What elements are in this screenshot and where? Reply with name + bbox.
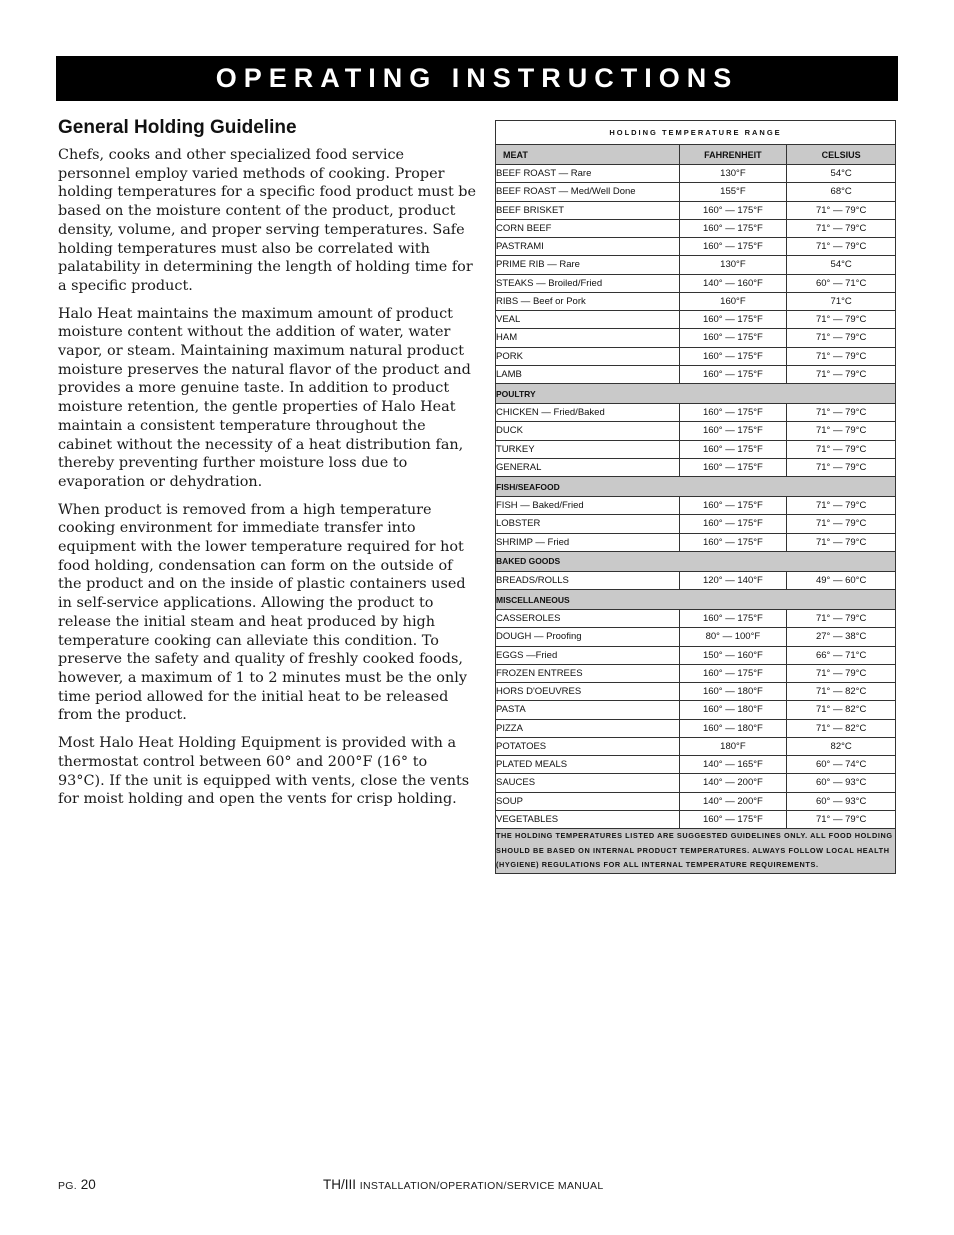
item-cell: VEAL xyxy=(496,311,680,329)
item-cell: PASTA xyxy=(496,701,680,719)
paragraph-1: Chefs, cooks and other specialized food service personnel employ varied methods of cooking. Proper holding temperatures for a specific food product must be based on the moisture content of the product, product density, volume, and proper serving temperatures. Safe holding temperatures must also be correlated with palatability in determining the length of holding time for a specific product. xyxy=(58,147,477,294)
table-title: HOLDING TEMPERATURE RANGE xyxy=(496,121,896,145)
table-title-row xyxy=(496,121,896,145)
celsius-cell: 71° — 79°C xyxy=(787,201,896,219)
item-cell: GENERAL xyxy=(496,458,680,476)
table-row xyxy=(496,774,896,792)
item-cell: RIBS — Beef or Pork xyxy=(496,292,680,310)
table-row xyxy=(496,664,896,682)
item-cell: PASTRAMI xyxy=(496,238,680,256)
category-row xyxy=(496,477,896,497)
item-cell: STEAKS — Broiled/Fried xyxy=(496,274,680,292)
celsius-cell: 60° — 93°C xyxy=(787,792,896,810)
celsius-cell: 82°C xyxy=(787,737,896,755)
celsius-cell: 71° — 79°C xyxy=(787,810,896,828)
fahrenheit-cell: 160° — 175°F xyxy=(679,422,787,440)
model-name: TH/III xyxy=(323,1177,356,1192)
item-cell: PIZZA xyxy=(496,719,680,737)
table-row xyxy=(496,404,896,422)
fahrenheit-cell: 140° — 200°F xyxy=(679,792,787,810)
table-row xyxy=(496,628,896,646)
fahrenheit-cell: 130°F xyxy=(679,165,787,183)
item-cell: TURKEY xyxy=(496,440,680,458)
category-label: MISCELLANEOUS xyxy=(496,590,896,610)
celsius-cell: 71° — 79°C xyxy=(787,533,896,551)
table-row xyxy=(496,201,896,219)
fahrenheit-cell: 160° — 175°F xyxy=(679,201,787,219)
celsius-cell: 71° — 79°C xyxy=(787,497,896,515)
fahrenheit-cell: 160° — 175°F xyxy=(679,365,787,383)
page-number: 20 xyxy=(80,1177,96,1192)
item-cell: EGGS —Fried xyxy=(496,646,680,664)
table-row xyxy=(496,183,896,201)
celsius-cell: 71° — 79°C xyxy=(787,422,896,440)
fahrenheit-cell: 120° — 140°F xyxy=(679,571,787,589)
holding-temperature-table xyxy=(495,120,896,874)
table-row xyxy=(496,238,896,256)
table-row xyxy=(496,292,896,310)
table-row xyxy=(496,756,896,774)
table-row xyxy=(496,219,896,237)
fahrenheit-cell: 155°F xyxy=(679,183,787,201)
table-note-row xyxy=(496,829,896,874)
item-cell: FROZEN ENTREES xyxy=(496,664,680,682)
category-row xyxy=(496,590,896,610)
paragraph-3: When product is removed from a high temperature cooking environment for immediate transfer into equipment with the lower temperature required for hot food holding, condensation can form on the outside of the product and on the inside of plastic containers used in self-service applications. Allowing the product to release the initial steam and heat produced by high temperature cooking can alleviate this condition. To preserve the safety and quality of freshly cooked foods, however, a maximum of 1 to 2 minutes must be the only time period allowed for the initial heat to be released from the product. xyxy=(58,501,467,724)
fahrenheit-cell: 160° — 180°F xyxy=(679,701,787,719)
celsius-cell: 71° — 79°C xyxy=(787,458,896,476)
category-row xyxy=(496,384,896,404)
celsius-cell: 54°C xyxy=(787,256,896,274)
item-cell: CHICKEN — Fried/Baked xyxy=(496,404,680,422)
table-body xyxy=(496,165,896,829)
table-row xyxy=(496,274,896,292)
page-prefix: PG. xyxy=(58,1180,77,1192)
item-cell: LOBSTER xyxy=(496,515,680,533)
table-row xyxy=(496,458,896,476)
celsius-cell: 27° — 38°C xyxy=(787,628,896,646)
fahrenheit-cell: 160° — 175°F xyxy=(679,219,787,237)
item-cell: DOUGH — Proofing xyxy=(496,628,680,646)
table-row xyxy=(496,422,896,440)
table-row xyxy=(496,440,896,458)
table-row xyxy=(496,533,896,551)
item-cell: SHRIMP — Fried xyxy=(496,533,680,551)
celsius-cell: 71° — 82°C xyxy=(787,701,896,719)
celsius-cell: 71° — 79°C xyxy=(787,610,896,628)
celsius-cell: 71° — 79°C xyxy=(787,238,896,256)
item-cell: LAMB xyxy=(496,365,680,383)
section-heading: General Holding Guideline xyxy=(58,117,297,138)
celsius-cell: 68°C xyxy=(787,183,896,201)
table-row xyxy=(496,571,896,589)
celsius-cell: 60° — 93°C xyxy=(787,774,896,792)
fahrenheit-cell: 160° — 175°F xyxy=(679,329,787,347)
table-row xyxy=(496,683,896,701)
celsius-cell: 49° — 60°C xyxy=(787,571,896,589)
table-row xyxy=(496,719,896,737)
table-row xyxy=(496,329,896,347)
table-header-row xyxy=(496,145,896,165)
paragraph-2: Halo Heat maintains the maximum amount of product moisture content without the addition of water, water vapor, or steam. Maintaining maximum natural product moisture preserves the natural flavor of the product and provides a more genuine taste. In addition to product moisture retention, the gentle properties of Halo Heat maintain a consistent temperature throughout the cabinet without the necessity of a heat distribution fan, thereby preventing further moisture loss due to evaporation or dehydration. xyxy=(58,305,471,490)
item-cell: HAM xyxy=(496,329,680,347)
fahrenheit-cell: 160° — 175°F xyxy=(679,810,787,828)
fahrenheit-cell: 160° — 175°F xyxy=(679,497,787,515)
celsius-cell: 71° — 79°C xyxy=(787,404,896,422)
fahrenheit-cell: 160° — 175°F xyxy=(679,404,787,422)
fahrenheit-cell: 160° — 180°F xyxy=(679,683,787,701)
item-cell: CORN BEEF xyxy=(496,219,680,237)
celsius-cell: 71° — 79°C xyxy=(787,347,896,365)
table-row xyxy=(496,365,896,383)
page-number-label xyxy=(58,1177,96,1192)
fahrenheit-cell: 160° — 175°F xyxy=(679,610,787,628)
fahrenheit-cell: 160° — 175°F xyxy=(679,515,787,533)
item-cell: BEEF BRISKET xyxy=(496,201,680,219)
celsius-cell: 71° — 79°C xyxy=(787,219,896,237)
table-row xyxy=(496,701,896,719)
fahrenheit-cell: 140° — 200°F xyxy=(679,774,787,792)
fahrenheit-cell: 140° — 160°F xyxy=(679,274,787,292)
item-cell: BREADS/ROLLS xyxy=(496,571,680,589)
table-row xyxy=(496,311,896,329)
fahrenheit-cell: 80° — 100°F xyxy=(679,628,787,646)
celsius-cell: 60° — 74°C xyxy=(787,756,896,774)
fahrenheit-cell: 180°F xyxy=(679,737,787,755)
fahrenheit-cell: 140° — 165°F xyxy=(679,756,787,774)
fahrenheit-cell: 160° — 175°F xyxy=(679,238,787,256)
item-cell: PLATED MEALS xyxy=(496,756,680,774)
table-note: THE HOLDING TEMPERATURES LISTED ARE SUGGESTED GUIDELINES ONLY. ALL FOOD HOLDING SHOULD BE BASED ON INTERNAL PRODUCT TEMPERATURES. ALWAYS FOLLOW LOCAL HEALTH (HYGIENE) REGULATIONS FOR ALL INTERNAL TEMPERATURE REQUIREMENTS. xyxy=(496,829,896,874)
fahrenheit-cell: 160° — 175°F xyxy=(679,664,787,682)
fahrenheit-cell: 150° — 160°F xyxy=(679,646,787,664)
category-row xyxy=(496,551,896,571)
celsius-cell: 71° — 79°C xyxy=(787,311,896,329)
column-header-meat: MEAT xyxy=(496,145,680,165)
celsius-cell: 71° — 79°C xyxy=(787,365,896,383)
celsius-cell: 54°C xyxy=(787,165,896,183)
fahrenheit-cell: 160° — 175°F xyxy=(679,440,787,458)
table-row xyxy=(496,256,896,274)
table-row xyxy=(496,810,896,828)
table-row xyxy=(496,497,896,515)
table-row xyxy=(496,347,896,365)
fahrenheit-cell: 130°F xyxy=(679,256,787,274)
celsius-cell: 71° — 79°C xyxy=(787,440,896,458)
item-cell: VEGETABLES xyxy=(496,810,680,828)
fahrenheit-cell: 160° — 175°F xyxy=(679,347,787,365)
item-cell: SAUCES xyxy=(496,774,680,792)
table-row xyxy=(496,646,896,664)
item-cell: PRIME RIB — Rare xyxy=(496,256,680,274)
fahrenheit-cell: 160°F xyxy=(679,292,787,310)
fahrenheit-cell: 160° — 175°F xyxy=(679,311,787,329)
manual-title xyxy=(323,1177,603,1192)
table-row xyxy=(496,737,896,755)
paragraph-4: Most Halo Heat Holding Equipment is provided with a thermostat control between 60° and 200°F (16° to 93°C). If the unit is equipped with vents, close the vents for moist holding and open the vents for crisp holding. xyxy=(58,735,470,808)
fahrenheit-cell: 160° — 175°F xyxy=(679,533,787,551)
table-row xyxy=(496,610,896,628)
category-label: BAKED GOODS xyxy=(496,551,896,571)
item-cell: SOUP xyxy=(496,792,680,810)
item-cell: PORK xyxy=(496,347,680,365)
body-text xyxy=(58,146,478,818)
column-header-fahrenheit: FAHRENHEIT xyxy=(679,145,787,165)
category-label: FISH/SEAFOOD xyxy=(496,477,896,497)
manual-name: INSTALLATION/OPERATION/SERVICE MANUAL xyxy=(359,1180,604,1192)
celsius-cell: 71° — 79°C xyxy=(787,329,896,347)
celsius-cell: 71° — 82°C xyxy=(787,719,896,737)
table-row xyxy=(496,792,896,810)
fahrenheit-cell: 160° — 175°F xyxy=(679,458,787,476)
item-cell: CASSEROLES xyxy=(496,610,680,628)
item-cell: POTATOES xyxy=(496,737,680,755)
item-cell: BEEF ROAST — Rare xyxy=(496,165,680,183)
celsius-cell: 71° — 79°C xyxy=(787,664,896,682)
celsius-cell: 71°C xyxy=(787,292,896,310)
page-banner: OPERATING INSTRUCTIONS xyxy=(56,56,898,101)
column-header-celsius: CELSIUS xyxy=(787,145,896,165)
fahrenheit-cell: 160° — 180°F xyxy=(679,719,787,737)
table-row xyxy=(496,515,896,533)
item-cell: DUCK xyxy=(496,422,680,440)
item-cell: HORS D'OEUVRES xyxy=(496,683,680,701)
celsius-cell: 71° — 79°C xyxy=(787,515,896,533)
item-cell: BEEF ROAST — Med/Well Done xyxy=(496,183,680,201)
table-row xyxy=(496,165,896,183)
celsius-cell: 60° — 71°C xyxy=(787,274,896,292)
celsius-cell: 71° — 82°C xyxy=(787,683,896,701)
item-cell: FISH — Baked/Fried xyxy=(496,497,680,515)
category-label: POULTRY xyxy=(496,384,896,404)
celsius-cell: 66° — 71°C xyxy=(787,646,896,664)
